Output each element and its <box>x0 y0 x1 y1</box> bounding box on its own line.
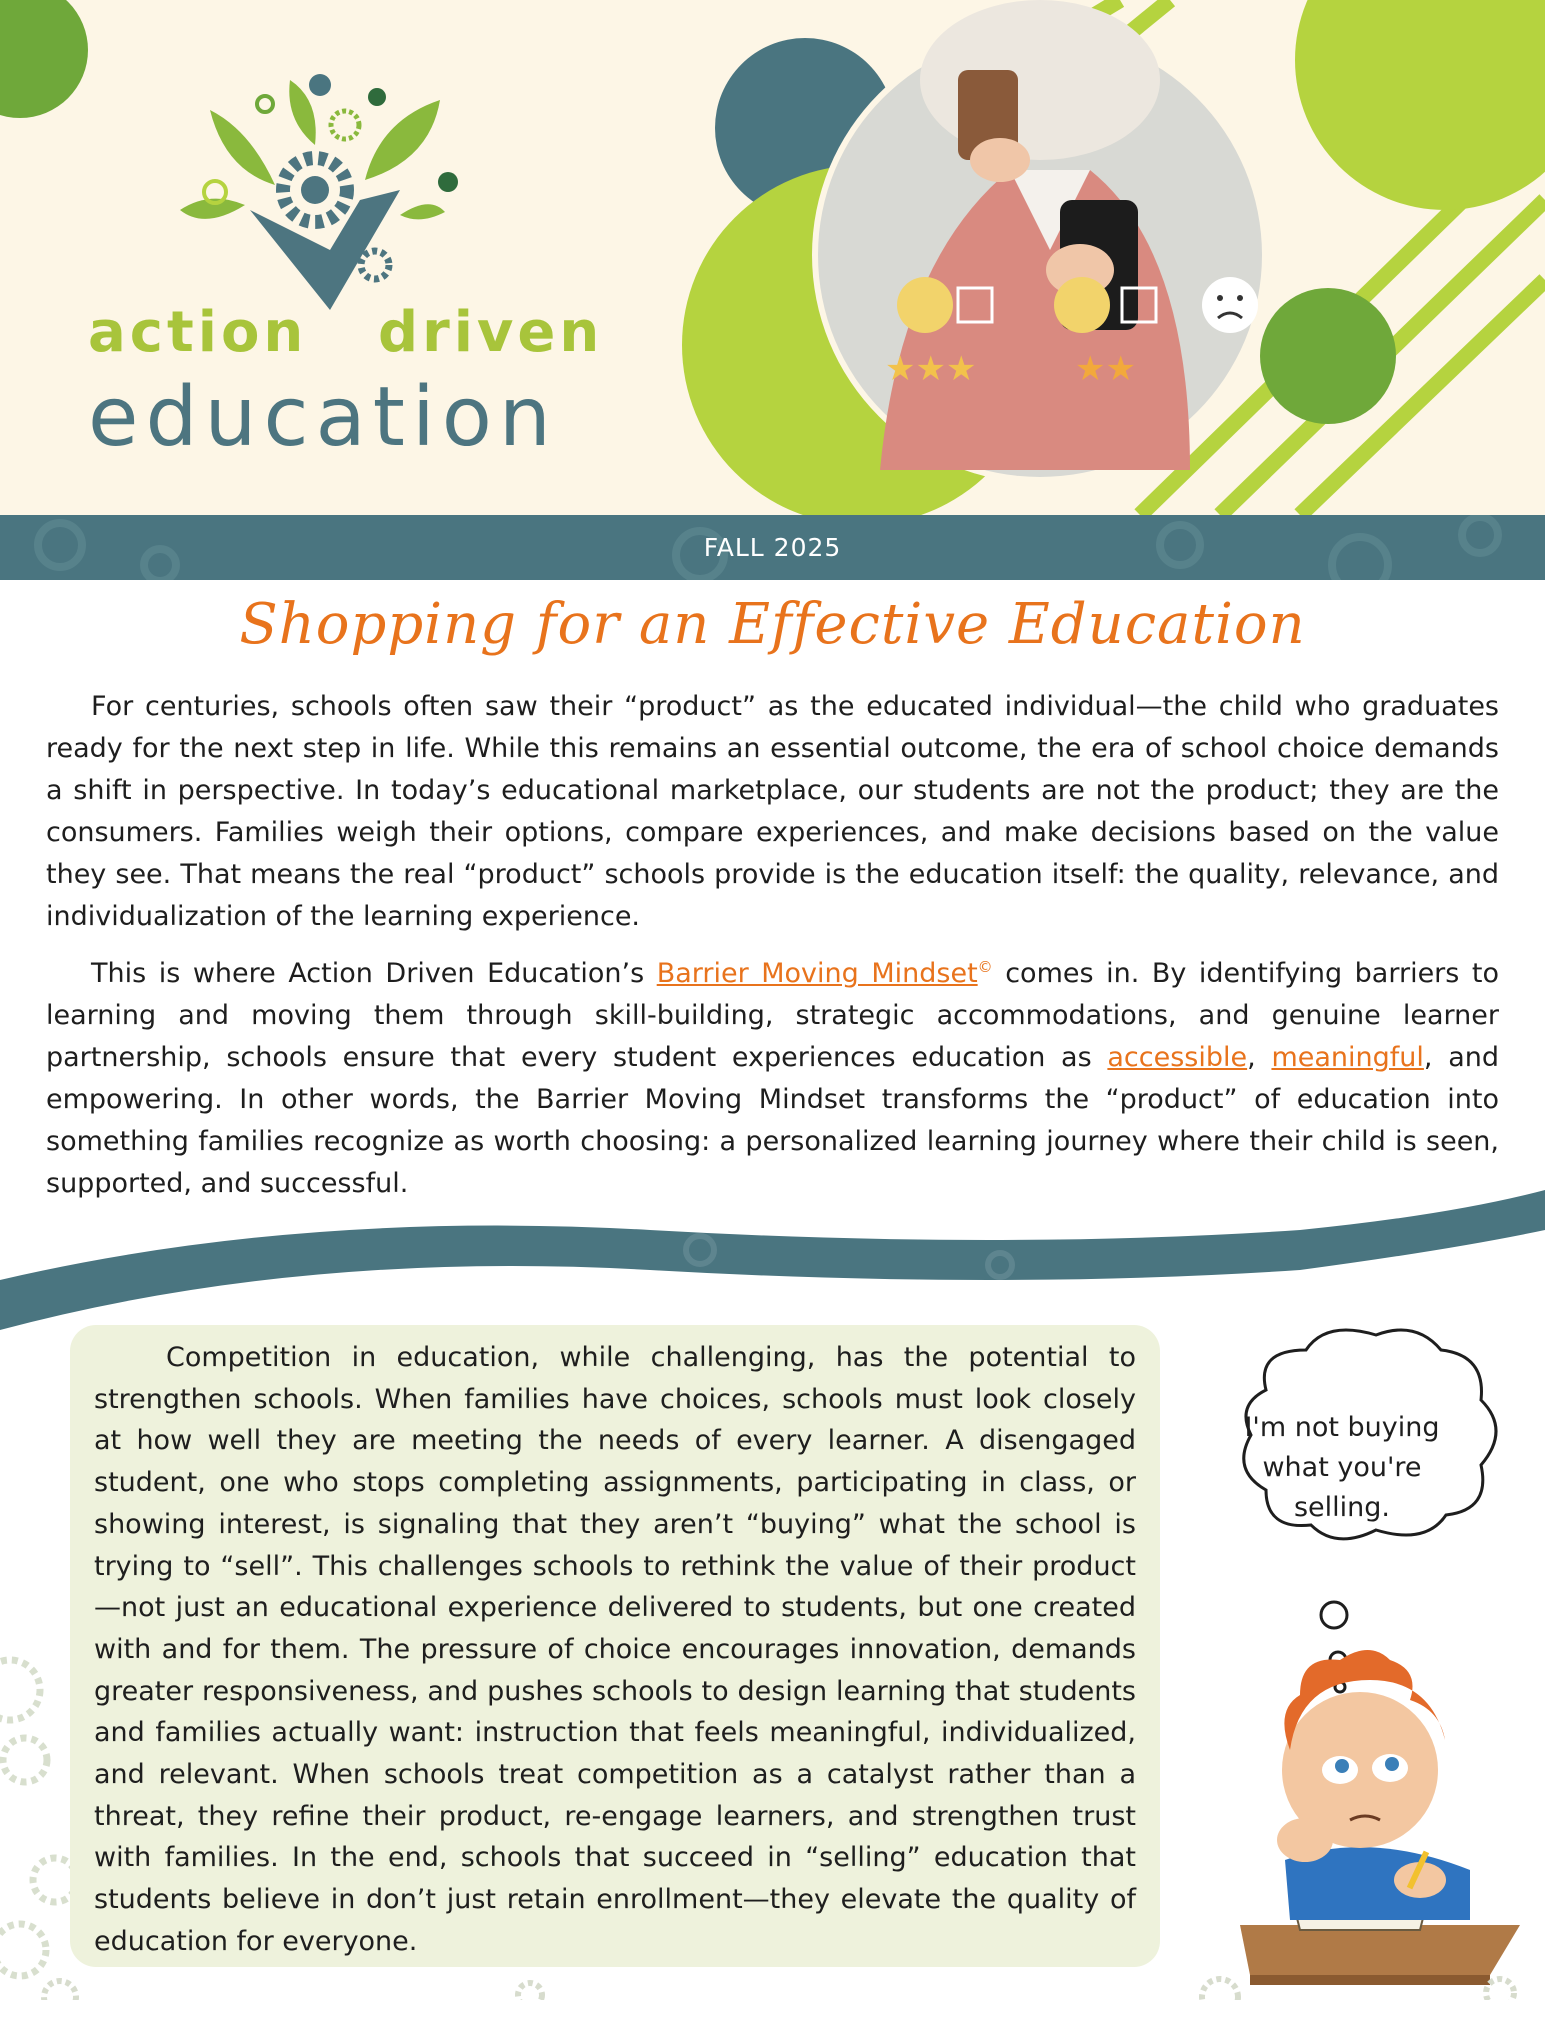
star-rating-icon: ★★★ <box>885 349 977 389</box>
big-lime-circle <box>1295 0 1545 210</box>
neutral-face-icon <box>1054 277 1110 333</box>
rating-photo <box>812 0 1268 483</box>
star-rating-icon-2: ★★ <box>1075 349 1136 389</box>
bubble-line-2: what you're <box>1262 1452 1422 1483</box>
paragraph-1: For centuries, schools often saw their “product” as the educated individual—the child who graduates ready for the next step in life. While this remains an essential outcome, the era of school choice demands a shift in perspective. In today’s educational marketplace, our students are not the product; they are the consumers. Families weigh their options, compare experiences, and make decisions based on the value they see. That means the real “product” schools provide is the education itself: the quality, relevance, and individualization of the learning experience. <box>46 691 1499 932</box>
callout-paragraph: Competition in education, while challenging, has the potential to strengthen schools. When families have choices, schools must look closely at how well they are meeting the needs of every learner. A disengaged student, one who stops completing assignments, participating in class, or showing interest, is signaling that they aren’t “buying” what the school is trying to “sell”. This challenges schools to rethink the value of their product—not just an educational experience delivered to students, but one created with and for them. The pressure of choice encourages innovation, demands greater responsiveness, and pushes schools to design learning that students and families actually want: instruction that feels meaningful, individualized, and relevant. When schools treat competition as a catalyst rather than a threat, they refine their product, re-engage learners, and strengthen trust with families. In the end, schools that succeed in “selling” education that students believe in don’t just retain enrollment—they elevate the quality of education for everyone. <box>94 1342 1136 1957</box>
paragraph-2-part-2: comes in. By identifying barriers to learning and moving them through skill-building, strategic accommodations, and genuine learner partnership, schools ensure that every student experiences education as <box>46 958 1500 1073</box>
season-band <box>0 515 1545 580</box>
article-body <box>46 686 1499 1213</box>
sad-face-icon <box>1202 277 1258 333</box>
bubble-line-1: I'm not buying <box>1244 1412 1440 1443</box>
wave-divider <box>0 1170 1545 1340</box>
barrier-moving-mindset-link[interactable]: Barrier Moving Mindset <box>656 958 978 989</box>
logo-word-action: action <box>88 300 308 365</box>
callout-box <box>70 1325 1160 1967</box>
season-label: FALL 2025 <box>703 533 842 562</box>
thought-bubble-text <box>1222 1408 1462 1528</box>
header <box>0 0 1545 515</box>
comma-separator: , <box>1247 1042 1272 1073</box>
logo-emblem <box>180 74 458 310</box>
accessible-link[interactable]: accessible <box>1107 1042 1248 1073</box>
paragraph-2 <box>46 946 1499 1205</box>
meaningful-link[interactable]: meaningful <box>1271 1042 1424 1073</box>
paragraph-2-part-1: This is where Action Driven Education’s <box>91 958 657 989</box>
corner-circle <box>0 0 88 118</box>
green-circle <box>1260 288 1396 424</box>
article-title: Shopping for an Effective Education <box>239 592 1306 657</box>
happy-face-icon <box>897 277 953 333</box>
copyright-mark: © <box>977 958 993 976</box>
bubble-line-3: selling. <box>1293 1492 1391 1523</box>
bottom-gears <box>0 1975 1545 2000</box>
logo-word-driven: driven <box>378 300 604 365</box>
logo-word-education: education <box>88 370 558 465</box>
paragraph-2-part-3: , and empowering. In other words, the Barrier Moving Mindset transforms the “product” of education into something families recognize as worth choosing: a personalized learning journey where their child is seen, supported, and successful. <box>46 1042 1499 1199</box>
